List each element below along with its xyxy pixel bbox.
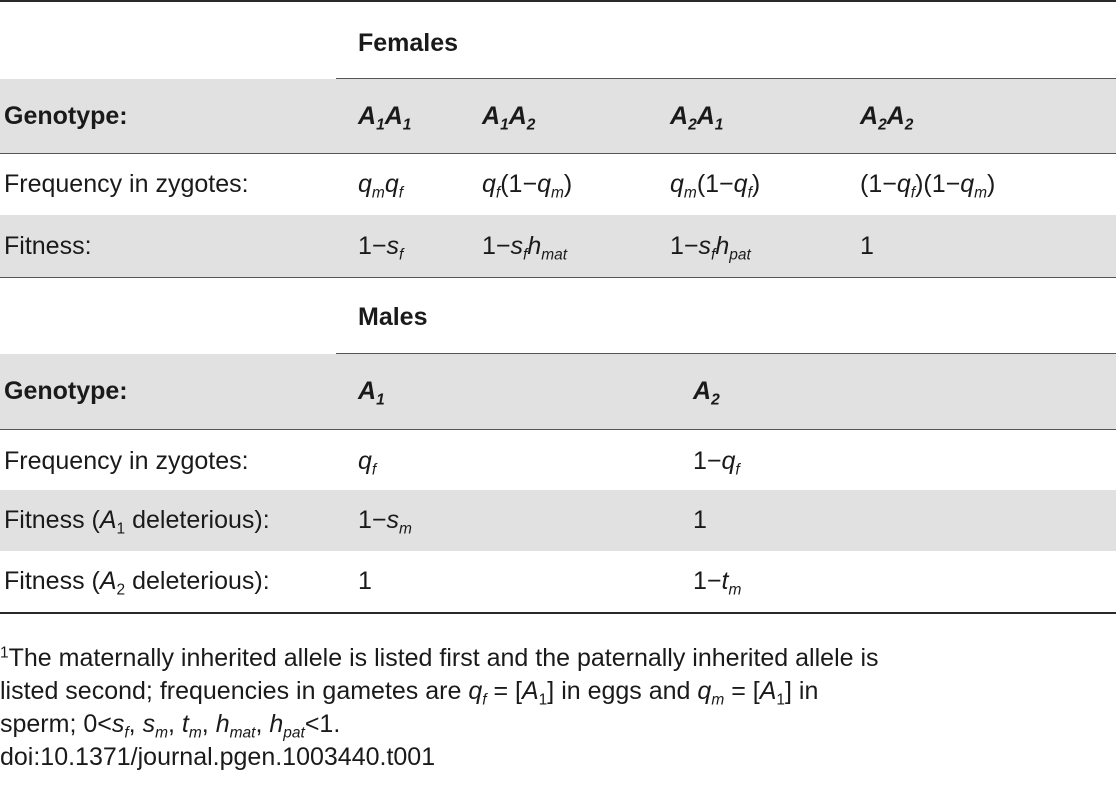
females-header-top-rule [336,78,1116,79]
females-genotype-a1a1: $A_1A_1$ [358,102,412,134]
females-frequency-a2a1: $q_m(1-q_f)$ [670,170,761,202]
footnote-line-1 [0,642,1116,675]
table-bottom-rule [0,612,1116,614]
males-fitness-a1-label: Fitness ($A_1$ deleterious): [4,506,270,538]
females-genotype-label: Genotype: [4,102,128,130]
females-fitness-a1a1: $1-s_f$ [358,232,404,264]
males-frequency-label: Frequency in zygotes: [4,447,249,475]
females-header-bottom-rule [0,153,1116,154]
males-fitness-a1-a2: 1 [693,506,707,534]
males-genotype-label: Genotype: [4,377,128,405]
table-footnote [0,642,1116,774]
footnote-line-2: listed second; frequencies in gametes are $q_f = [A_1]$ in eggs and $q_m = [A_1]$ in [0,677,819,709]
females-fitness-a2a2: 1 [860,232,874,260]
males-fitness-a2-label: Fitness ($A_2$ deleterious): [4,567,270,599]
footnote-line-1-text: The maternally inherited allele is listed first and the paternally inherited allele is [8,644,879,672]
females-genotype-a1a2: $A_1A_2$ [482,102,536,134]
females-genotype-a2a1: $A_2A_1$ [670,102,724,134]
footnote-marker: 1 [0,644,9,662]
females-fitness-a2a1: $1-s_fh_{pat}$ [670,232,751,264]
males-header-shade [0,354,1116,429]
males-frequency-a1: $q_f$ [358,447,377,479]
males-header-bottom-rule [0,429,1116,430]
females-header-shade [0,79,1116,153]
males-genotype-a2: $A_2$ [693,377,720,409]
females-bottom-rule [0,277,1116,278]
females-fitness-label: Fitness: [4,232,92,260]
footnote-line-3: sperm; $0<s_f$, $s_m$, $t_m$, $h_{mat}$, $h_{pat}<1$. [0,710,341,742]
females-frequency-a1a2: $q_f(1-q_m)$ [482,170,573,202]
males-fitness-a2-a2: $1-t_m$ [693,567,742,599]
females-frequency-label: Frequency in zygotes: [4,170,249,198]
males-section-title: Males [358,303,428,331]
females-fitness-a1a2: $1-s_fh_{mat}$ [482,232,568,264]
males-frequency-a2: $1-q_f$ [693,447,740,479]
footnote-doi: doi:10.1371/journal.pgen.1003440.t001 [0,743,436,771]
females-frequency-a1a1: $q_mq_f$ [358,170,404,202]
males-fitness-a2-a1: 1 [358,567,372,595]
males-genotype-a1: $A_1$ [358,377,385,409]
females-section-title: Females [358,29,459,57]
females-frequency-a2a2: $(1-q_f)(1-q_m)$ [860,170,996,202]
table-top-rule [0,0,1116,2]
males-fitness-a1-a1: $1-s_m$ [358,506,412,538]
females-genotype-a2a2: $A_2A_2$ [860,102,914,134]
